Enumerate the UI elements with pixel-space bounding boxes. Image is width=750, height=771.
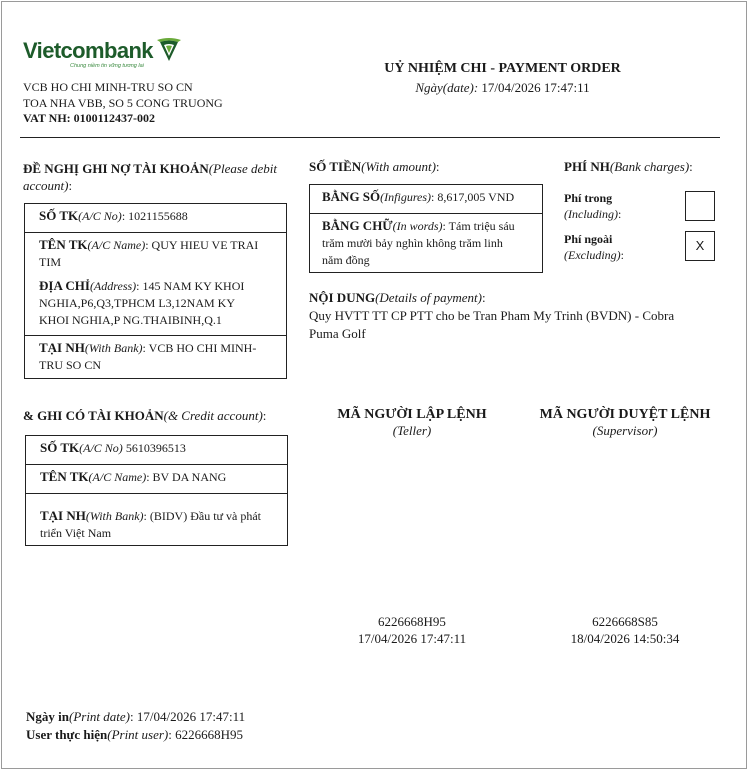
debit-name-label-en: (A/C Name) bbox=[87, 238, 146, 252]
supervisor-subtitle: (Supervisor) bbox=[592, 423, 658, 438]
amount-words-value-3: năm đồng bbox=[322, 253, 370, 267]
supervisor-stamp bbox=[520, 613, 730, 647]
logo-tagline: Chung niềm tin vững tương lai bbox=[70, 63, 144, 69]
credit-heading-vn: & GHI CÓ TÀI KHOẢN bbox=[23, 408, 164, 423]
amount-heading-vn: SỐ TIỀN bbox=[309, 159, 362, 174]
debit-heading bbox=[23, 160, 283, 194]
credit-account-box bbox=[25, 435, 288, 546]
credit-name-label-en: (A/C Name) bbox=[88, 470, 147, 484]
excluding-label-en: (Excluding) bbox=[564, 248, 621, 262]
credit-account-value: 5610396513 bbox=[125, 441, 186, 455]
date-label: Ngày(date): bbox=[415, 80, 479, 95]
header-divider bbox=[20, 137, 720, 138]
debit-name-label: TÊN TK bbox=[39, 237, 88, 252]
debit-address-label-en: (Address) bbox=[89, 279, 137, 293]
charges-excluding-label: Phí ngoài (Excluding): bbox=[564, 232, 624, 262]
credit-bank-value: (BIDV) Đầu tư và phát bbox=[149, 509, 262, 523]
amount-words-label: BẰNG CHỮ bbox=[322, 218, 393, 233]
amount-figures-value: 8,617,005 VND bbox=[437, 190, 515, 204]
amount-figures-row: BẰNG SỐ(Infigures): 8,617,005 VND bbox=[310, 185, 542, 214]
vietcombank-leaf-icon bbox=[154, 34, 184, 64]
details-heading-vn: NỘI DUNG bbox=[309, 290, 376, 305]
supervisor-code: 6226668S85 bbox=[592, 614, 658, 629]
debit-bank-value: VCB HO CHI MINH- bbox=[148, 341, 257, 355]
supervisor-timestamp: 18/04/2026 14:50:34 bbox=[570, 631, 680, 646]
amount-words-value-2: trăm mười bảy nghìn không trăm linh bbox=[322, 236, 503, 250]
print-user-label-en: (Print user) bbox=[107, 727, 169, 742]
debit-name-value: QUY HIEU VE TRAI bbox=[151, 238, 259, 252]
payment-order-document bbox=[1, 1, 747, 769]
logo-wordmark: Vietcombank bbox=[23, 38, 153, 63]
document-title: UỶ NHIỆM CHI - PAYMENT ORDER bbox=[384, 61, 621, 76]
credit-heading bbox=[23, 407, 293, 424]
amount-words-label-en: (In words) bbox=[392, 219, 443, 233]
print-user-line: User thực hiện(Print user): 6226668H95 bbox=[26, 727, 244, 742]
debit-name-value-2: TIM bbox=[39, 255, 61, 269]
amount-box bbox=[309, 184, 543, 273]
amount-figures-label-en: (Infigures) bbox=[380, 190, 432, 204]
supervisor-title: MÃ NGƯỜI DUYỆT LỆNH bbox=[539, 407, 711, 422]
excluding-label-vn: Phí ngoài bbox=[564, 232, 613, 246]
debit-bank-label-en: (With Bank) bbox=[84, 341, 143, 355]
bank-branch: VCB HO CHI MINH-TRU SO CN bbox=[23, 80, 193, 94]
excluding-checkbox: X bbox=[685, 231, 715, 261]
debit-address-value: 145 NAM KY KHOI bbox=[142, 279, 245, 293]
details-heading-en: (Details of payment) bbox=[375, 290, 482, 305]
charges-heading-vn: PHÍ NH bbox=[564, 159, 610, 174]
credit-account-label-en: (A/C No) bbox=[79, 441, 123, 455]
teller-timestamp: 17/04/2026 17:47:11 bbox=[357, 631, 467, 646]
debit-address-value-3: KHOI NGHIA,P NG.THAIBINH,Q.1 bbox=[39, 313, 222, 327]
teller-block bbox=[312, 407, 512, 439]
credit-bank-label-en: (With Bank) bbox=[85, 509, 144, 523]
credit-bank-row: TẠI NH(With Bank): (BIDV) Đầu tư và phát triển Việt Nam bbox=[26, 494, 287, 545]
credit-heading-colon: : bbox=[262, 408, 267, 423]
charges-heading bbox=[564, 158, 734, 175]
debit-bank-row: TẠI NH(With Bank): VCB HO CHI MINH- TRU SO CN bbox=[25, 336, 286, 378]
debit-address-value-2: NGHIA,P6,Q3,TPHCM L3,12NAM KY bbox=[39, 296, 236, 310]
bank-address: TOA NHA VBB, SO 5 CONG TRUONG bbox=[23, 95, 223, 110]
details-line-1: Quy HVTT TT CP PTT cho be Tran Pham My Trinh (BVDN) - Cobra bbox=[309, 308, 675, 323]
debit-heading-en: (Please debit bbox=[208, 161, 277, 176]
print-date-label: Ngày in bbox=[26, 709, 69, 724]
details-heading-colon: : bbox=[481, 290, 486, 305]
debit-bank-label: TẠI NH bbox=[39, 340, 85, 355]
credit-heading-en: (& Credit account) bbox=[163, 408, 263, 423]
details-text bbox=[309, 307, 729, 343]
amount-words-row: BẰNG CHỮ(In words): Tám triệu sáu trăm mười bảy nghìn không trăm linh năm đồng bbox=[310, 214, 542, 272]
debit-account-value: 1021155688 bbox=[128, 209, 188, 223]
debit-heading-vn: ĐỀ NGHỊ GHI NỢ TÀI KHOẢN bbox=[23, 161, 209, 176]
credit-name-row: TÊN TK(A/C Name): BV DA NANG bbox=[26, 465, 287, 494]
debit-account-label: SỐ TK bbox=[39, 208, 79, 223]
supervisor-block bbox=[520, 407, 730, 439]
including-checkbox bbox=[685, 191, 715, 221]
amount-heading-en: (With amount) bbox=[361, 159, 436, 174]
credit-name-label: TÊN TK bbox=[40, 469, 89, 484]
print-date-label-en: (Print date) bbox=[68, 709, 130, 724]
debit-account-row: SỐ TK(A/C No): 1021155688 bbox=[25, 204, 286, 233]
print-user-label: User thực hiện bbox=[26, 727, 108, 742]
print-date-line: Ngày in(Print date): 17/04/2026 17:47:11 bbox=[26, 709, 246, 724]
debit-heading-en-2: account) bbox=[23, 178, 69, 193]
print-user-value: 6226668H95 bbox=[175, 727, 244, 742]
debit-name-address-row: TÊN TK(A/C Name): QUY HIEU VE TRAI TIM ĐỊA CHỈ(Address): 145 NAM KY KHOI NGHIA,P6,Q3,TPHCM L3,12NAM KY KHOI NGHIA,P NG.THAIBINH,Q.1 bbox=[25, 233, 286, 336]
credit-name-value: BV DA NANG bbox=[152, 470, 227, 484]
credit-bank-value-2: triển Việt Nam bbox=[40, 526, 112, 540]
debit-heading-colon: : bbox=[68, 178, 73, 193]
debit-address-label: ĐỊA CHỈ bbox=[39, 278, 90, 293]
vietcombank-logo bbox=[23, 38, 193, 78]
including-label-en: (Including) bbox=[564, 207, 618, 221]
credit-bank-label: TẠI NH bbox=[40, 508, 86, 523]
teller-subtitle: (Teller) bbox=[392, 423, 432, 438]
including-label-vn: Phí trong bbox=[564, 191, 613, 205]
credit-account-label: SỐ TK bbox=[40, 440, 80, 455]
details-heading bbox=[309, 289, 729, 306]
charges-heading-en: (Bank charges) bbox=[609, 159, 690, 174]
date-value: 17/04/2026 17:47:11 bbox=[481, 80, 590, 95]
credit-account-row bbox=[26, 436, 287, 465]
charges-heading-colon: : bbox=[689, 159, 693, 174]
document-date bbox=[365, 80, 640, 96]
charges-including-label: Phí trong (Including): bbox=[564, 191, 622, 221]
bank-vat: VAT NH: 0100112437-002 bbox=[23, 111, 156, 125]
debit-account-label-en: (A/C No) bbox=[78, 209, 122, 223]
teller-code: 6226668H95 bbox=[378, 614, 446, 629]
print-info bbox=[26, 708, 426, 744]
amount-words-value: Tám triệu sáu bbox=[448, 219, 515, 233]
amount-figures-label: BẰNG SỐ bbox=[322, 189, 381, 204]
amount-heading-colon: : bbox=[435, 159, 440, 174]
debit-bank-value-2: TRU SO CN bbox=[39, 358, 102, 372]
teller-title: MÃ NGƯỜI LẬP LỆNH bbox=[337, 407, 487, 422]
amount-heading bbox=[309, 158, 539, 175]
bank-info bbox=[23, 80, 223, 127]
print-date-value: 17/04/2026 17:47:11 bbox=[136, 709, 246, 724]
details-line-2: Puma Golf bbox=[309, 326, 366, 341]
debit-account-box bbox=[24, 203, 287, 379]
teller-stamp bbox=[312, 613, 512, 647]
